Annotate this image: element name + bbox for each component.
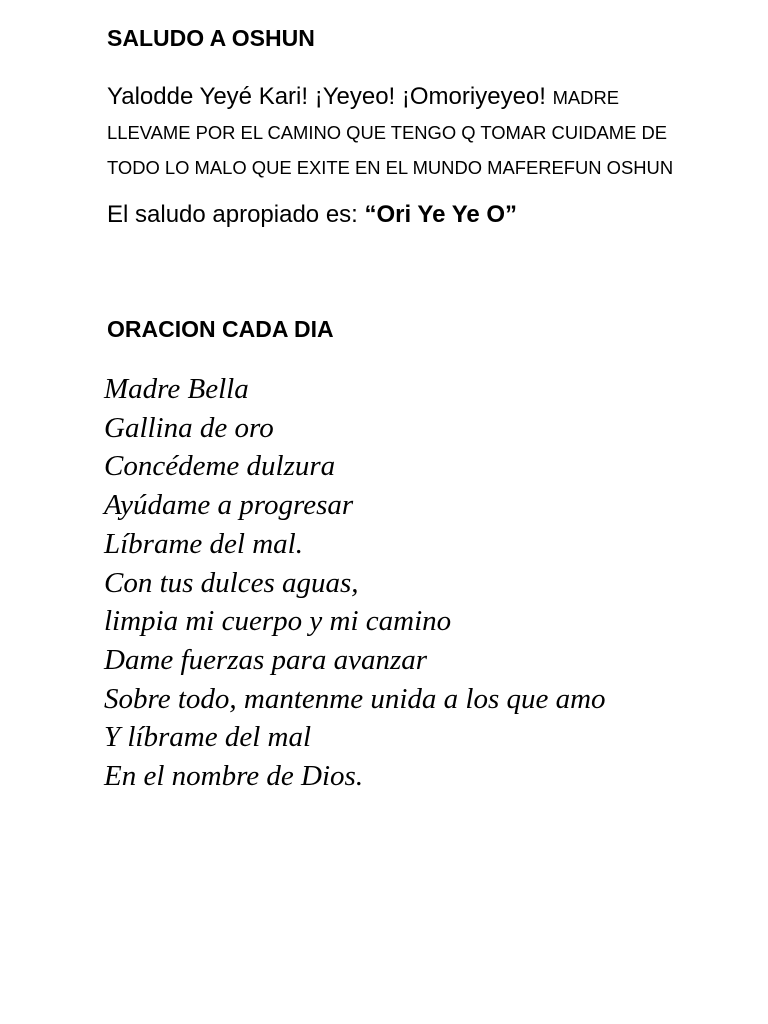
section-title-saludo: SALUDO A OSHUN bbox=[107, 25, 315, 51]
prayer-line: Y líbrame del mal bbox=[104, 721, 312, 754]
intro-request-text: MADRE LLEVAME POR EL CAMINO QUE TENGO Q TOMAR CUIDAME DE TODO LO MALO QUE EXITE EN EL MUNDO MAFEREFUN OSHUN bbox=[107, 87, 674, 178]
prayer-line: Con tus dulces aguas, bbox=[104, 566, 359, 599]
prayer-line: Sobre todo, mantenme unida a los que amo bbox=[104, 682, 606, 715]
prayer-line: Ayúdame a progresar bbox=[104, 489, 354, 522]
prayer-line: En el nombre de Dios. bbox=[104, 760, 364, 793]
prayer-line: Concédeme dulzura bbox=[104, 450, 336, 483]
prayer-line: limpia mi cuerpo y mi camino bbox=[104, 605, 452, 638]
intro-paragraph bbox=[107, 80, 697, 186]
prayer-line: Madre Bella bbox=[104, 373, 249, 405]
prayer-line: Líbrame del mal. bbox=[104, 527, 303, 560]
greeting-line bbox=[107, 200, 517, 230]
prayer-line: Dame fuerzas para avanzar bbox=[104, 643, 428, 676]
intro-greeting-text: Yalodde Yeyé Kari! ¡Yeyeo! ¡Omoriyeyeo! bbox=[107, 83, 553, 110]
prayer-line: Gallina de oro bbox=[104, 411, 274, 444]
prayer-verse bbox=[104, 370, 606, 796]
section-title-oracion: ORACION CADA DIA bbox=[107, 316, 334, 342]
greeting-value: “Ori Ye Ye O” bbox=[364, 201, 518, 228]
greeting-label: El saludo apropiado es: bbox=[107, 201, 365, 228]
